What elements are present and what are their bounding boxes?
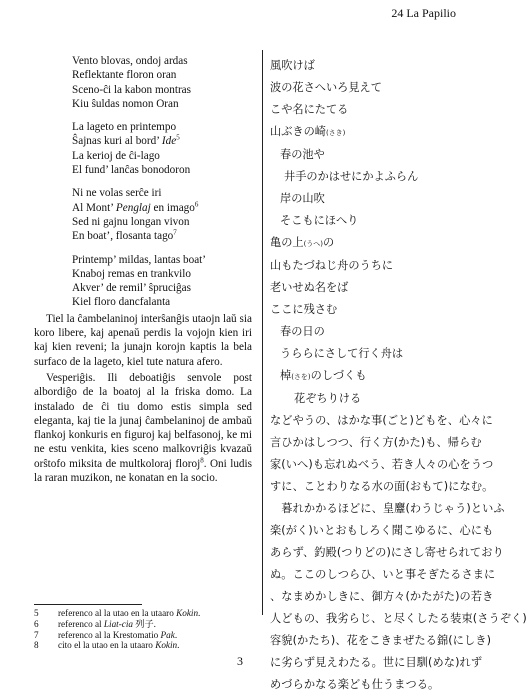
verse-line: Ni ne volas serĉe iri	[72, 187, 162, 200]
verse-line: Printemp’ mildas, lantas boat’	[72, 253, 207, 266]
japanese-verse: 風吹けば	[270, 59, 315, 72]
footnote-italic: Pak	[160, 629, 175, 640]
column-divider	[262, 50, 263, 615]
verse-line: Sed ni gajnu longan vivon	[72, 215, 190, 228]
japanese-prose-line: 言ひかはしつつ、行く方(かた)も、帰らむ	[270, 436, 482, 449]
japanese-verse: 岸の山吹	[280, 192, 325, 205]
footnote-ref-7: 7	[173, 228, 177, 237]
japanese-verse: 春の日の	[280, 325, 325, 338]
stanza-2	[72, 120, 252, 177]
footnote-italic: Kokin	[155, 640, 178, 651]
stanza-4	[72, 253, 252, 310]
japanese-verse: うららにさして行く舟は	[280, 347, 404, 360]
verse-text: 山ぶきの崎	[270, 125, 326, 138]
japanese-prose-line: 暮れかかるほどに、皇麞(わうじゃう)といふ	[270, 502, 505, 515]
japanese-prose-line: 楽(がく)いとおもしろく聞こゆるに、心にも	[270, 524, 494, 537]
prose-text: . Oni ludis la raran muzikon, ne konatan en la socio.	[34, 457, 252, 485]
verse-text: En boat’, flosanta tago	[72, 230, 174, 243]
italic-ide: Ide	[161, 135, 177, 148]
verse-line: Akver’ de remil’ ŝpruciĝas	[72, 282, 191, 295]
ruby-reading: (さき)	[325, 129, 346, 137]
japanese-prose-line: めづらかなる楽ども仕うまつる。	[270, 678, 440, 691]
verse-line: La lageto en printempo	[72, 121, 177, 134]
japanese-prose-line: ぬ。ここのしつらひ、いと事そぎたるさまに	[270, 568, 496, 581]
japanese-verse	[270, 365, 470, 388]
verse-line: La kerioj de ĉi-lago	[72, 149, 160, 162]
footnote-text: referenco al la Krestomatio	[58, 629, 161, 640]
japanese-prose-line: 家(いへ)も忘れぬべう、若き人々の心をうつ	[270, 458, 494, 471]
footnote-ref-6: 6	[194, 199, 199, 208]
japanese-verse: 春の池や	[280, 148, 325, 161]
japanese-verse: 老いせぬ名をば	[270, 281, 349, 294]
footnote-number: 7	[34, 629, 39, 640]
verse-text: 棹	[280, 369, 292, 382]
prose-paragraph-1: Tiel la ĉambelaninoj interŝanĝis utaojn laŭ sia koro libere, kaj apenaŭ perdis la vojojn kien iri kaj kien reveni; la junajn korojn kaptis la bela surfaco de la lageto, kiel tute natura afero.	[34, 312, 252, 368]
footnote-italic: Liat-cia	[103, 618, 133, 629]
japanese-prose-line: に劣らず見えわたる。世に目馴(めな)れず	[270, 656, 483, 669]
stanza-1	[72, 54, 252, 111]
ruby-reading: (うへ)	[303, 240, 324, 248]
footnote-rule	[34, 604, 142, 605]
verse-line	[72, 134, 252, 148]
verse-text: の	[323, 236, 335, 249]
page-number: 3	[237, 654, 243, 668]
italic-penglaj: Penglaj	[115, 201, 151, 214]
running-header: 24 La Papilio	[391, 6, 456, 20]
verse-line: Knaboj remas en trankvilo	[72, 267, 191, 280]
ruby-reading: (さを)	[291, 373, 311, 381]
verse-line: Sceno-ĉi la kabon montras	[72, 83, 191, 96]
verse-text: Al Mont’	[72, 201, 116, 214]
verse-line: El fund’ lanĉas bonodoron	[72, 164, 191, 177]
japanese-verse: こや名にたてる	[270, 103, 349, 116]
footnote-text: cito el la utao en la utaaro	[58, 640, 156, 651]
japanese-prose-line: あらず、釣殿(つりどの)にさし寄せられており	[270, 546, 504, 559]
right-column	[270, 55, 527, 696]
japanese-prose-line: 、なまめかしきに、御方々(かたがた)の若き	[270, 590, 494, 603]
japanese-verse: 山もたづねじ舟のうちに	[270, 259, 394, 272]
japanese-verse: 井手のかはせにかよふらん	[284, 170, 419, 183]
verse-line: Reflektante floron oran	[72, 69, 177, 82]
prose-paragraph-2	[34, 371, 252, 485]
footnote-5	[34, 608, 200, 619]
stanza-3	[72, 186, 252, 243]
verse-text: のしづくも	[310, 369, 367, 382]
japanese-prose-line: 容貌(かたち)、花をこきまぜたる錦(にしき)	[270, 634, 492, 647]
verse-text: Ŝajnas kuri al bord’	[72, 135, 162, 148]
verse-text: 亀の上	[270, 236, 304, 249]
footnote-number: 8	[34, 640, 39, 651]
left-column	[34, 54, 252, 487]
footnote-end: 列子.	[133, 618, 156, 629]
footnote-6	[34, 619, 200, 630]
japanese-prose-line: すに、ことわりなる水の面(おもて)になむ。	[270, 480, 494, 493]
footnote-text: referenco al	[58, 618, 104, 629]
footnote-ref-8: 8	[200, 455, 204, 464]
japanese-verse: 波の花さへいろ見えて	[270, 81, 382, 94]
japanese-verse: ここに残さむ	[270, 303, 338, 316]
prose-text: Vesperiĝis. Ili deboatiĝis senvole post albordiĝo de la boatoj al la friska domo. La instalado de ĉi tiu domo estis simpla sed eleganta, kaj tie la junaj ĉambelaninoj de ambaŭ flankoj konkuris en figuroj kaj belfasonoj, ke mi ne estu venkita, kies sceno malkovriĝis kvazaŭ orŝtofo miksita de multkoloraj floroj	[34, 371, 252, 470]
footnote-7	[34, 630, 200, 641]
footnote-ref-5: 5	[176, 133, 180, 142]
footnote-text: referenco al la utao en la utaaro	[58, 608, 177, 618]
footnote-number: 5	[34, 608, 39, 618]
footnote-end: .	[198, 608, 201, 618]
footnote-8	[34, 640, 200, 651]
footnotes	[34, 608, 200, 651]
verse-line	[72, 201, 252, 215]
japanese-verse: 花ぞちりける	[294, 392, 362, 405]
verse-line: Kiel floro dancfalanta	[72, 296, 171, 309]
verse-line: Kiu ŝuldas nomon Oran	[72, 97, 179, 110]
japanese-prose-line: などやうの、はかな事(ごと)どもを、心々に	[270, 414, 493, 427]
footnote-end: .	[177, 640, 180, 651]
verse-text: en imago	[150, 201, 195, 214]
japanese-verse	[270, 232, 470, 255]
footnote-end: .	[174, 629, 178, 640]
verse-line	[72, 229, 252, 243]
footnote-italic: Kokin	[176, 608, 199, 618]
japanese-verse	[270, 121, 470, 144]
verse-line: Vento blovas, ondoj ardas	[72, 55, 188, 67]
japanese-prose-line: 人どもの、我劣らじ、と尽くしたる装束(さうぞく)	[270, 612, 527, 625]
japanese-verse: そこもにほへり	[280, 214, 359, 227]
footnote-number: 6	[34, 618, 39, 629]
